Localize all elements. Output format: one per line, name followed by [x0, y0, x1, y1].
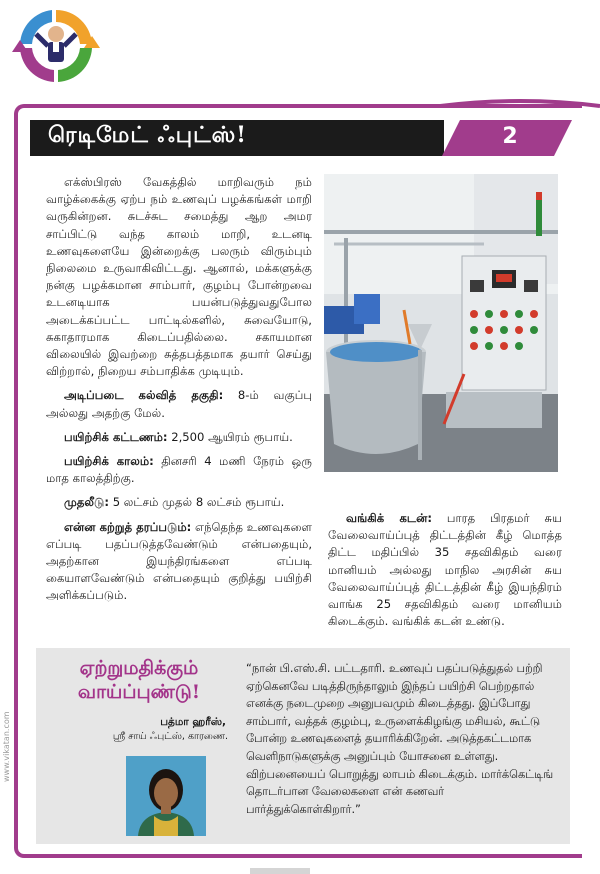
- intro-paragraph: எக்ஸ்பிரஸ் வேகத்தில் மாறிவரும் நம் வாழ்க்கைக்கு ஏற்ப நம் உணவுப் பழக்கங்கள் மாறி வருகின்றன. சுடச்சுட சமைத்து ஆற அமர சாப்பிட்டு வந்த காலம் மாறி, உடனடி உணவுகளையே இன்றைக்கு பலரும் விரும்பும் நிலைமை உருவாகிவிட்டது. ஆனால், மக்களுக்கு நன்கு பழக்கமான சாம்பார், குழம்பு போன்றவை உடனடியாக பயன்படுத்துவதுபோல அடைக்கப்பட்ட பாட்டில்களில், சுவையோடு, சுகாதாரமாக கிடைப்பதில்லை. சகாயமான விலையில் இவற்றை சுத்தபத்தமாக தயார் செய்து விற்றால், நிறைய சம்பாதிக்க முடியும்.: [46, 175, 312, 379]
- food-processing-machine-photo: [324, 174, 558, 472]
- loan-value: பாரத பிரதமர் சுய வேலைவாய்ப்புத் திட்டத்தின் கீழ் மொத்த திட்ட மதிப்பில் 35 சதவிகிதம் வரை மானியம் அல்லது மாநில அரசின் சுய வேலைவாய்ப்புத் திட்டத்தின் கீழ் இயந்திரம் வாங்க 25 சதவிகிதம் வரை மானியம் கிடைக்கும். வங்கிக் கடன் உண்டு.: [328, 511, 562, 629]
- detail-education: [46, 387, 312, 421]
- detail-label: முதலீடு:: [64, 495, 110, 510]
- detail-value: எந்தெந்த உணவுகளை எப்படி பதப்படுத்தவேண்டும் என்பதையும், அதற்கான இயந்திரங்களை எப்படி கையாளவேண்டும் என்பதையும் குறித்து பயிற்சி அளிக்கப்படும்.: [46, 519, 312, 603]
- detail-duration: [46, 453, 312, 487]
- testimonial-place: ஸ்ரீ சாய் ஃபுட்ஸ், காரணை.: [112, 731, 228, 742]
- detail-value: தினசரி 4 மணி நேரம் ஒரு மாத காலத்திற்கு.: [46, 454, 312, 486]
- footer-strip: [0, 866, 600, 874]
- testimonial-heading-line2: வாய்ப்புண்டு!: [77, 681, 201, 703]
- testimonial-quote: “நான் பி.எஸ்.சி. பட்டதாரி. உணவுப் பதப்படுத்துதல் பற்றி ஏற்கெனவே படித்திருந்தாலும் இந்தப் பயிற்சி பெற்றதால் எனக்கு நடைமுறை அனுபவமும் கிடைத்தது. இப்போது சாம்பார், வத்தக் குழம்பு, உருளைக்கிழங்கு மசியல், கூட்டு போன்ற உணவுகளைத் தயாரிக்கிறேன். அடுத்தகட்டமாக வெளிநாடுகளுக்கு அனுப்பும் யோசனை உள்ளது. விற்பனையைப் பொறுத்து லாபம் கிடைக்கும். மார்க்கெட்டிங் தொடர்பான வேலைகளை என் கணவர் பார்த்துக்கொள்கிறார்.”: [246, 662, 554, 816]
- testimonial-name: பத்மா ஹரீஸ்,: [160, 716, 226, 728]
- detail-value: 2,500 ஆயிரம் ரூபாய்.: [167, 429, 293, 444]
- logo-recycle-icon: [8, 4, 104, 88]
- right-column: [328, 510, 562, 630]
- left-column: [46, 174, 312, 612]
- detail-label: என்ன கற்றுத் தரப்படும்:: [64, 519, 192, 534]
- detail-curriculum: [46, 519, 312, 605]
- section-number: 2: [502, 124, 518, 149]
- detail-investment: [46, 494, 312, 511]
- detail-value: 8-ம் வகுப்பு அல்லது அதற்கு மேல்.: [46, 388, 312, 420]
- detail-label: அடிப்படை கல்வித் தகுதி:: [64, 388, 224, 403]
- detail-fee: [46, 429, 312, 446]
- portrait-photo: [126, 756, 206, 836]
- loan-label: வங்கிக் கடன்:: [346, 511, 432, 525]
- testimonial-heading-line1: ஏற்றுமதிக்கும்: [79, 657, 199, 679]
- testimonial-heading: [54, 656, 224, 704]
- frame-curve: [440, 98, 600, 108]
- detail-value: 5 லட்சம் முதல் 8 லட்சம் ரூபாய்.: [109, 495, 285, 510]
- loan-paragraph: [328, 510, 562, 630]
- page-title: ரெடிமேட் ஃபுட்ஸ்!: [48, 122, 247, 148]
- detail-label: பயிற்சிக் காலம்:: [64, 454, 154, 469]
- watermark: www.vikatan.com: [2, 711, 11, 782]
- detail-label: பயிற்சிக் கட்டணம்:: [64, 429, 168, 444]
